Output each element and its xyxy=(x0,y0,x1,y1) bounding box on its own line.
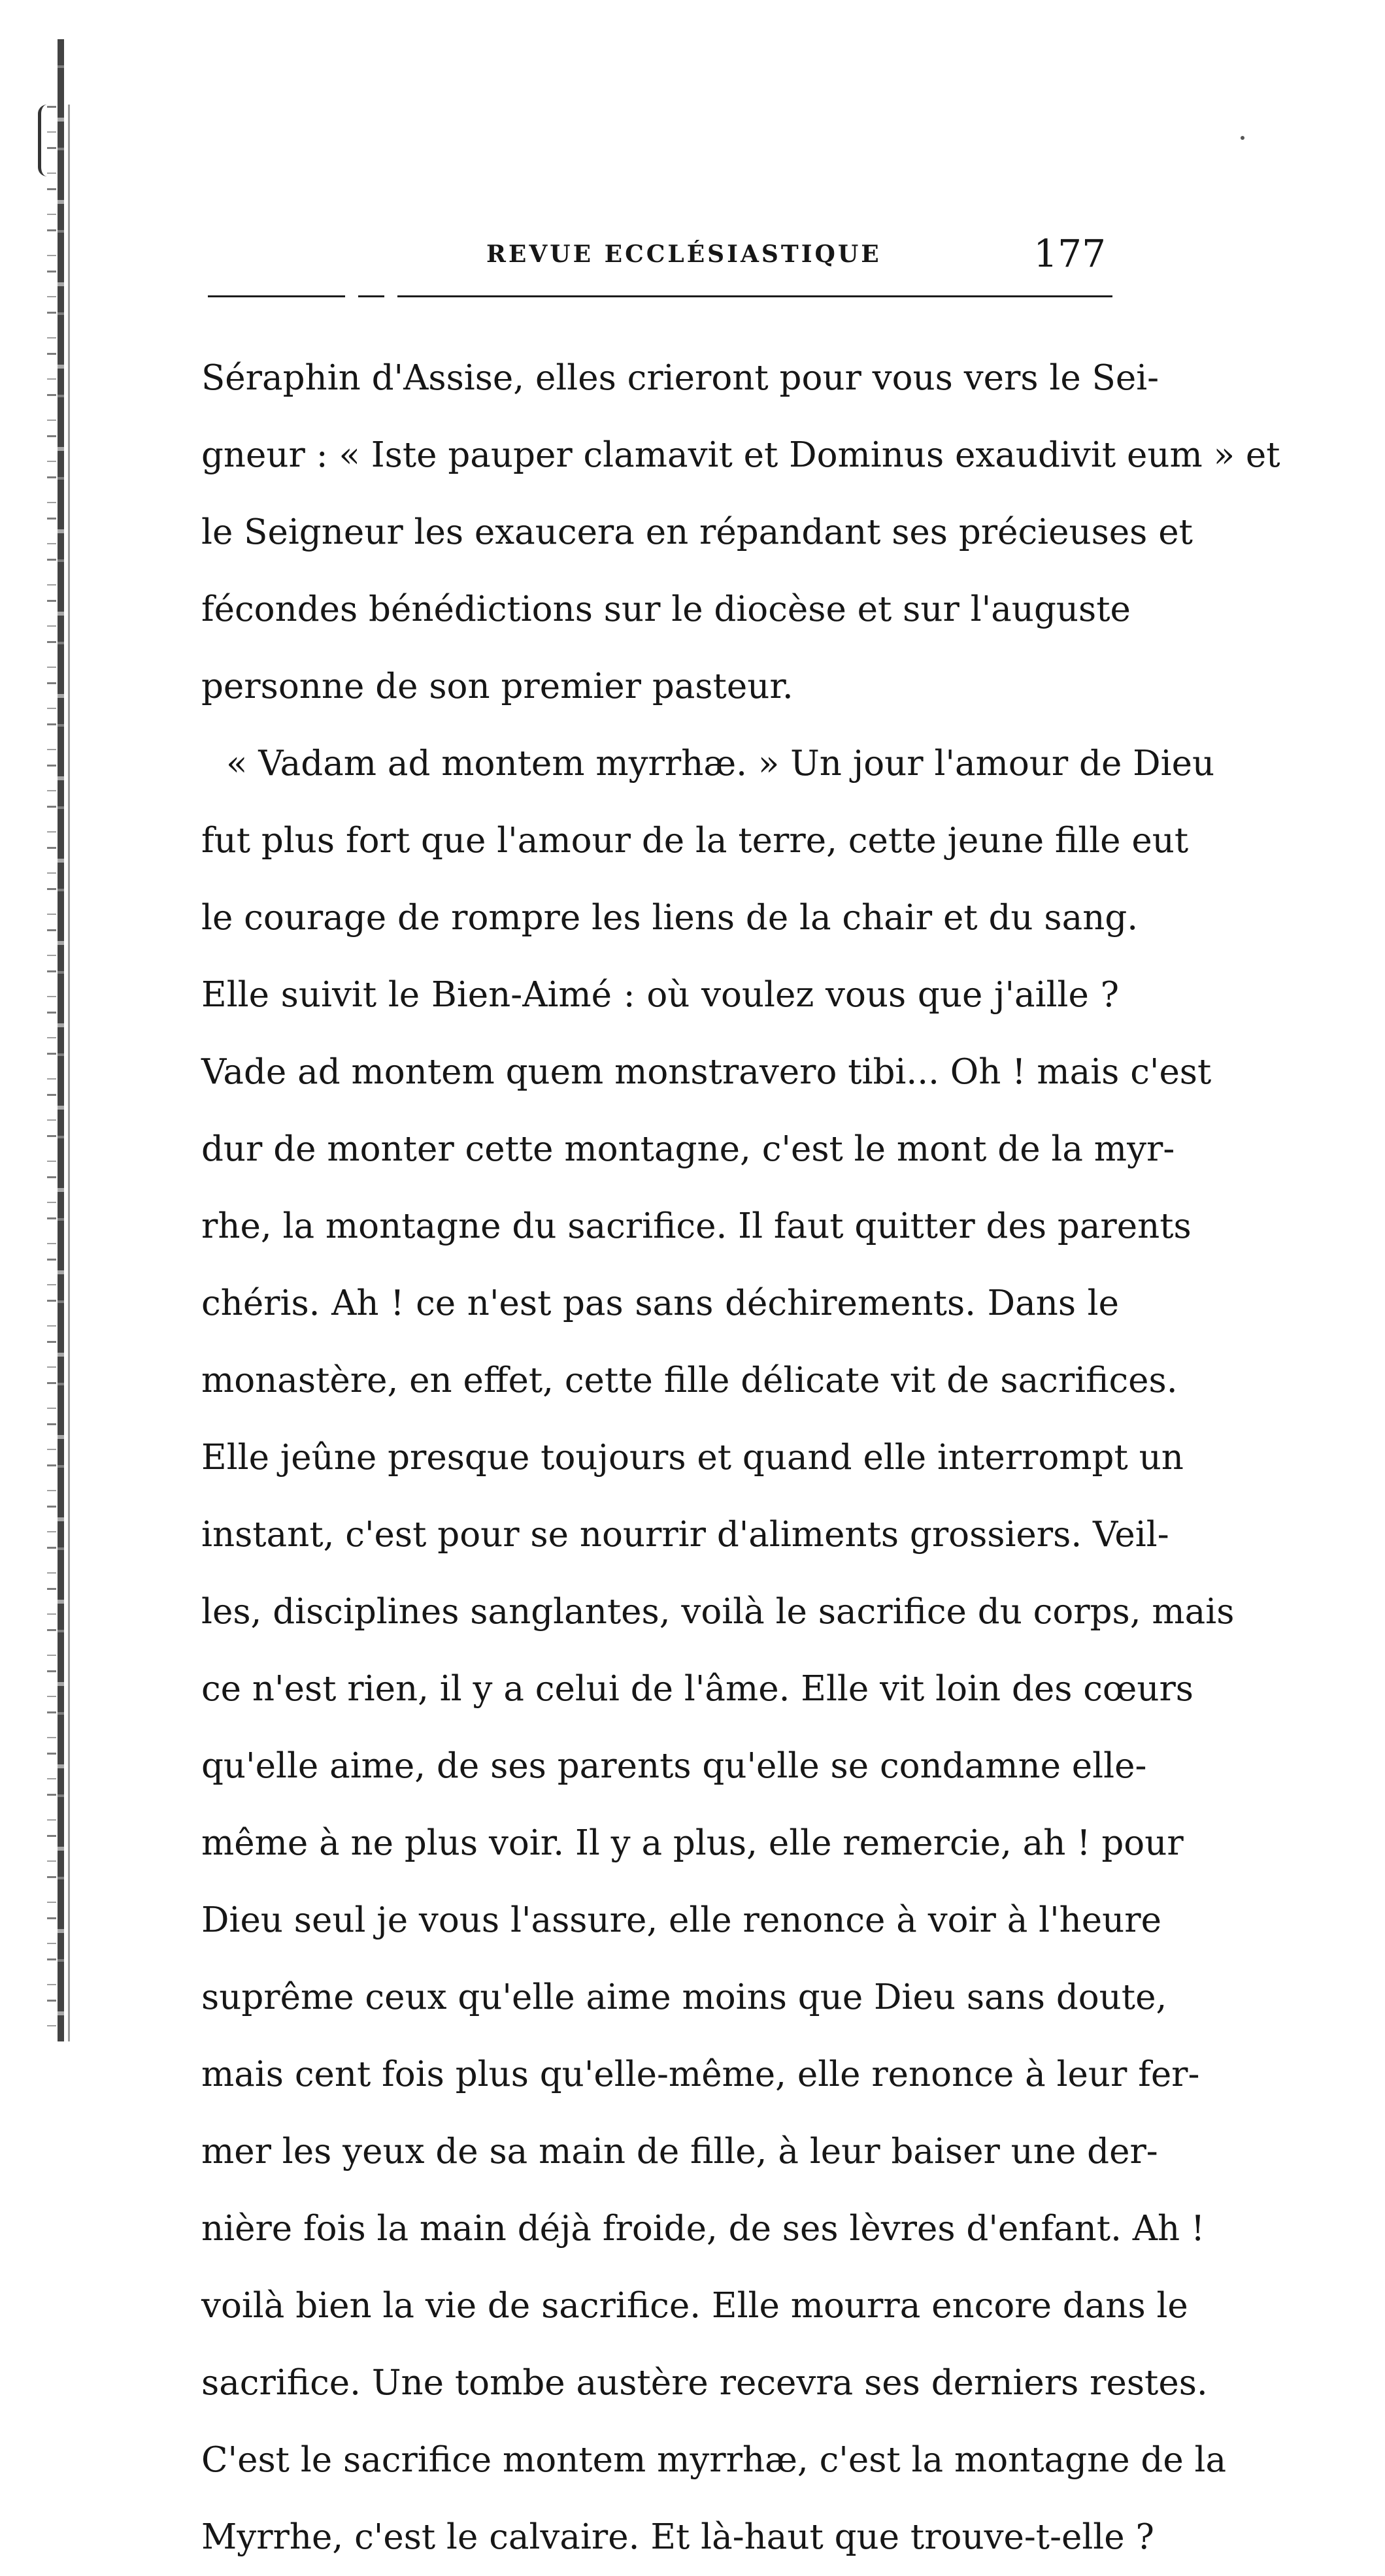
text-line: suprême ceux qu'elle aime moins que Dieu sans doute, xyxy=(201,1977,1167,2017)
page-header xyxy=(212,231,1109,277)
text-line: chéris. Ah ! ce n'est pas sans déchirements. Dans le xyxy=(201,1283,1119,1323)
ink-speck xyxy=(1241,136,1244,140)
text-line: gneur : « Iste pauper clamavit et Dominus exaudivit eum » et xyxy=(201,435,1280,475)
running-title: REVUE ECCLÉSIASTIQUE xyxy=(486,240,882,268)
text-line: fécondes bénédictions sur le diocèse et sur l'auguste xyxy=(201,589,1131,629)
text-line: C'est le sacrifice montem myrrhæ, c'est la montagne de la xyxy=(201,2440,1227,2480)
text-line: qu'elle aime, de ses parents qu'elle se condamne elle- xyxy=(201,1746,1147,1786)
text-line: voilà bien la vie de sacrifice. Elle mourra encore dans le xyxy=(201,2286,1188,2326)
text-line: Séraphin d'Assise, elles crieront pour vous vers le Sei- xyxy=(201,358,1160,398)
text-line: mer les yeux de sa main de fille, à leur baiser une der- xyxy=(201,2132,1158,2171)
text-line: monastère, en effet, cette fille délicate vit de sacrifices. xyxy=(201,1361,1178,1400)
text-line: fut plus fort que l'amour de la terre, cette jeune fille eut xyxy=(201,821,1189,861)
text-line: rhe, la montagne du sacrifice. Il faut quitter des parents xyxy=(201,1206,1192,1246)
text-line: Elle suivit le Bien-Aimé : où voulez vous que j'aille ? xyxy=(201,975,1119,1015)
text-line: le Seigneur les exaucera en répandant ses précieuses et xyxy=(201,512,1193,552)
text-line: mais cent fois plus qu'elle-même, elle renonce à leur fer- xyxy=(201,2055,1200,2094)
binding-speckle xyxy=(47,91,56,2039)
text-line: Vade ad montem quem monstravero tibi... Oh ! mais c'est xyxy=(201,1052,1212,1092)
page-number: 177 xyxy=(1033,231,1106,276)
text-line: dur de monter cette montagne, c'est le mont de la myr- xyxy=(201,1129,1175,1169)
binding-edge-line xyxy=(68,105,70,2041)
text-line: ce n'est rien, il y a celui de l'âme. Elle vit loin des cœurs xyxy=(201,1669,1194,1709)
binding-edge xyxy=(58,39,64,2041)
text-line: nière fois la main déjà froide, de ses lèvres d'enfant. Ah ! xyxy=(201,2209,1205,2249)
text-line: le courage de rompre les liens de la chair et du sang. xyxy=(201,898,1139,938)
header-rule xyxy=(208,295,1112,297)
binding-clip-mark xyxy=(38,105,61,176)
text-line: sacrifice. Une tombe austère recevra ses derniers restes. xyxy=(201,2363,1208,2403)
body-text xyxy=(201,340,1280,2576)
text-line: Dieu seul je vous l'assure, elle renonce à voir à l'heure xyxy=(201,1900,1161,1940)
text-line: les, disciplines sanglantes, voilà le sacrifice du corps, mais xyxy=(201,1592,1235,1632)
text-line: Myrrhe, c'est le calvaire. Et là-haut que trouve-t-elle ? xyxy=(201,2517,1154,2557)
text-line: même à ne plus voir. Il y a plus, elle remercie, ah ! pour xyxy=(201,1823,1184,1863)
text-line: Elle jeûne presque toujours et quand elle interrompt un xyxy=(201,1438,1184,1478)
text-line: « Vadam ad montem myrrhæ. » Un jour l'amour de Dieu xyxy=(226,744,1215,784)
text-line: personne de son premier pasteur. xyxy=(201,667,793,706)
text-line: instant, c'est pour se nourrir d'aliments grossiers. Veil- xyxy=(201,1515,1169,1555)
